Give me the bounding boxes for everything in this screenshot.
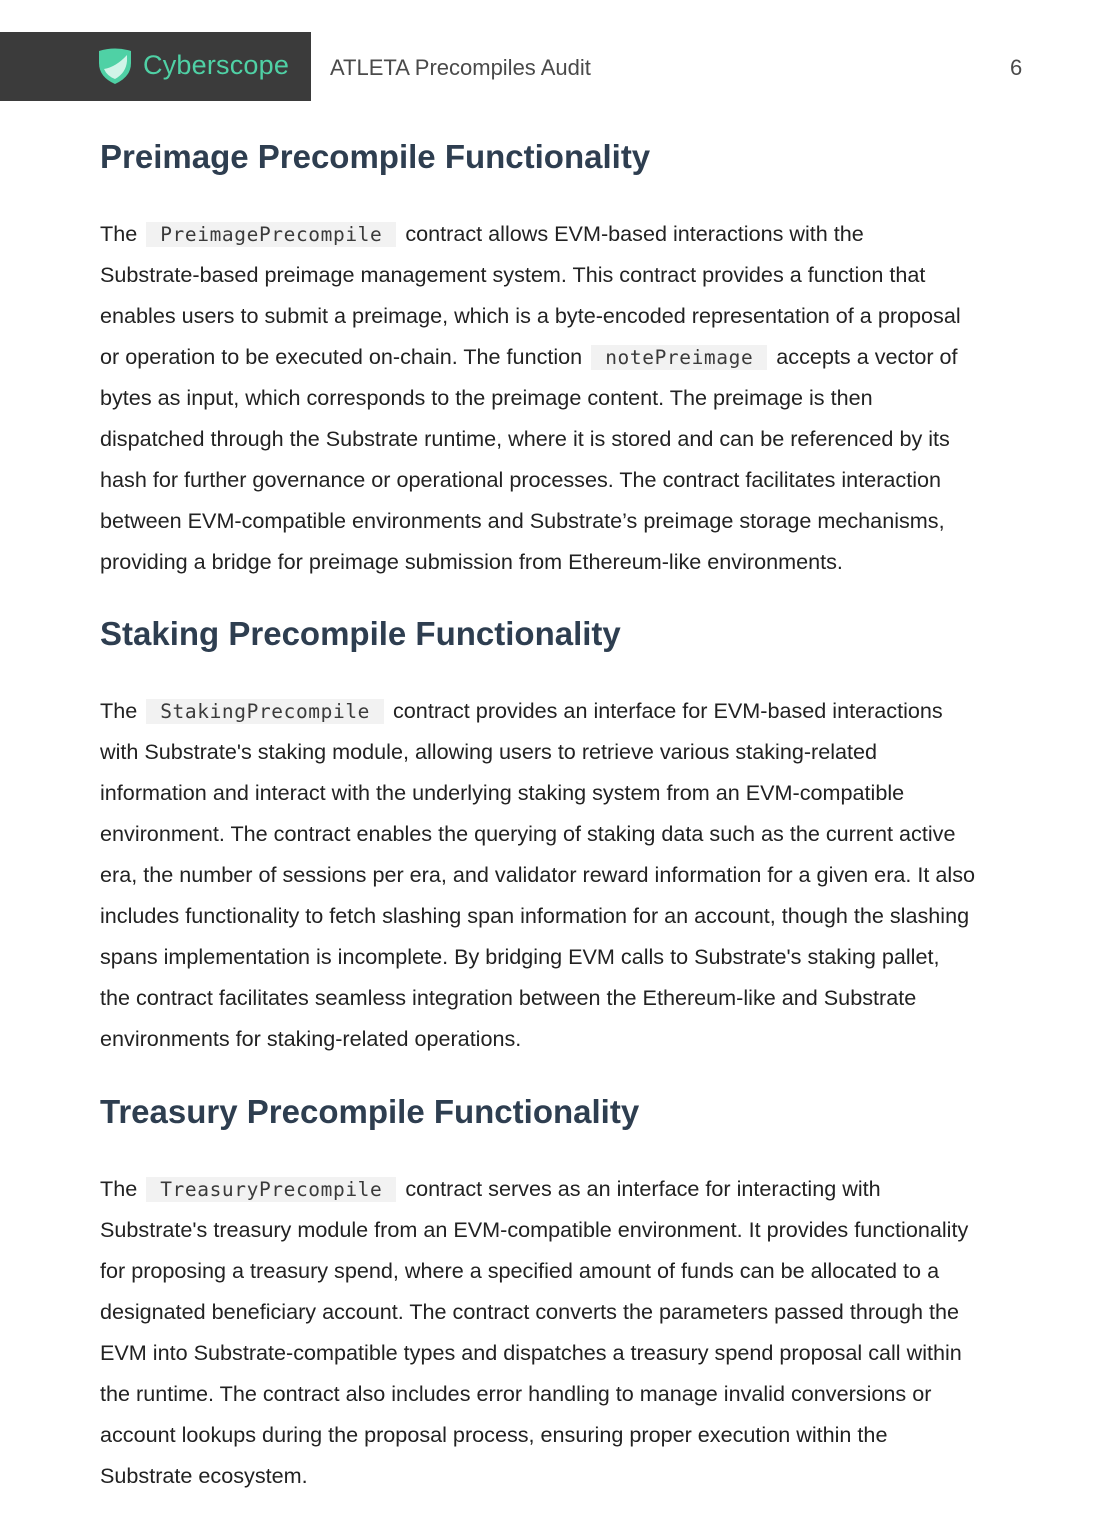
text-run: contract serves as an interface for interacting with: [399, 1176, 881, 1201]
text-run: environments for staking-related operations.: [100, 1026, 522, 1051]
inline-code: TreasuryPrecompile: [146, 1177, 396, 1202]
text-run: The: [100, 1176, 144, 1201]
inline-code: StakingPrecompile: [146, 699, 384, 724]
section-heading-treasury: Treasury Precompile Functionality: [100, 1093, 640, 1130]
paragraph-line: [100, 1168, 1060, 1209]
paragraph-line: [100, 1209, 1060, 1250]
text-run: hash for further governance or operational processes. The contract facilitates interaction: [100, 467, 942, 492]
paragraph-line: [100, 1018, 1060, 1059]
paragraph-line: [100, 336, 1060, 377]
page-header: [0, 32, 1098, 101]
text-run: designated beneficiary account. The contract converts the parameters passed through the: [100, 1299, 960, 1324]
text-run: includes functionality to fetch slashing span information for an account, though the slashing: [100, 903, 970, 928]
text-run: environment. The contract enables the querying of staking data such as the current active: [100, 821, 956, 846]
text-run: spans implementation is incomplete. By bridging EVM calls to Substrate's staking pallet,: [100, 944, 940, 969]
paragraph-line: [100, 936, 1060, 977]
text-run: account lookups during the proposal process, ensuring proper execution within the: [100, 1422, 888, 1447]
brand-logo: [0, 32, 311, 101]
text-run: or operation to be executed on-chain. The function: [100, 344, 589, 369]
paragraph-line: [100, 213, 1060, 254]
paragraph-line: [100, 813, 1060, 854]
section-paragraph-treasury: [100, 1168, 1060, 1496]
paragraph-line: [100, 1373, 1060, 1414]
paragraph-line: [100, 772, 1060, 813]
text-run: with Substrate's staking module, allowing users to retrieve various staking-related: [100, 739, 878, 764]
text-run: dispatched through the Substrate runtime, where it is stored and can be referenced by its: [100, 426, 950, 451]
paragraph-line: [100, 1250, 1060, 1291]
paragraph-line: [100, 254, 1060, 295]
paragraph-line: [100, 541, 1060, 582]
text-run: EVM into Substrate-compatible types and dispatches a treasury spend proposal call within: [100, 1340, 962, 1365]
text-run: bytes as input, which corresponds to the preimage content. The preimage is then: [100, 385, 873, 410]
text-run: era, the number of sessions per era, and validator reward information for a given era. It also: [100, 862, 976, 887]
text-run: the contract facilitates seamless integration between the Ethereum-like and Substrate: [100, 985, 917, 1010]
text-run: information and interact with the underlying staking system from an EVM-compatible: [100, 780, 905, 805]
paragraph-line: [100, 854, 1060, 895]
text-run: accepts a vector of: [770, 344, 958, 369]
paragraph-line: [100, 1414, 1060, 1455]
text-run: The: [100, 221, 144, 246]
paragraph-line: [100, 295, 1060, 336]
section-paragraph-staking: [100, 690, 1060, 1059]
text-run: Substrate-based preimage management system. This contract provides a function that: [100, 262, 926, 287]
paragraph-line: [100, 1455, 1060, 1496]
paragraph-line: [100, 500, 1060, 541]
inline-code: PreimagePrecompile: [146, 222, 396, 247]
paragraph-line: [100, 731, 1060, 772]
text-run: providing a bridge for preimage submission from Ethereum-like environments.: [100, 549, 843, 574]
shield-icon: [96, 47, 134, 85]
document-title: ATLETA Precompiles Audit: [330, 55, 591, 80]
paragraph-line: [100, 690, 1060, 731]
text-run: contract allows EVM-based interactions with the: [399, 221, 864, 246]
paragraph-line: [100, 418, 1060, 459]
paragraph-line: [100, 459, 1060, 500]
text-run: Substrate ecosystem.: [100, 1463, 308, 1488]
paragraph-line: [100, 977, 1060, 1018]
page-number: 6: [1010, 55, 1023, 80]
text-run: contract provides an interface for EVM-based interactions: [387, 698, 943, 723]
inline-code: notePreimage: [591, 345, 767, 370]
brand-name: Cyberscope: [143, 50, 290, 80]
text-run: between EVM-compatible environments and Substrate’s preimage storage mechanisms,: [100, 508, 945, 533]
text-run: The: [100, 698, 144, 723]
section-heading-preimage: Preimage Precompile Functionality: [100, 138, 651, 175]
section-heading-staking: Staking Precompile Functionality: [100, 615, 621, 652]
paragraph-line: [100, 1332, 1060, 1373]
paragraph-line: [100, 1291, 1060, 1332]
text-run: Substrate's treasury module from an EVM-compatible environment. It provides functionality: [100, 1217, 969, 1242]
paragraph-line: [100, 895, 1060, 936]
section-paragraph-preimage: [100, 213, 1060, 582]
paragraph-line: [100, 377, 1060, 418]
text-run: for proposing a treasury spend, where a specified amount of funds can be allocated to a: [100, 1258, 940, 1283]
text-run: the runtime. The contract also includes error handling to manage invalid conversions or: [100, 1381, 932, 1406]
text-run: enables users to submit a preimage, which is a byte-encoded representation of a proposal: [100, 303, 961, 328]
